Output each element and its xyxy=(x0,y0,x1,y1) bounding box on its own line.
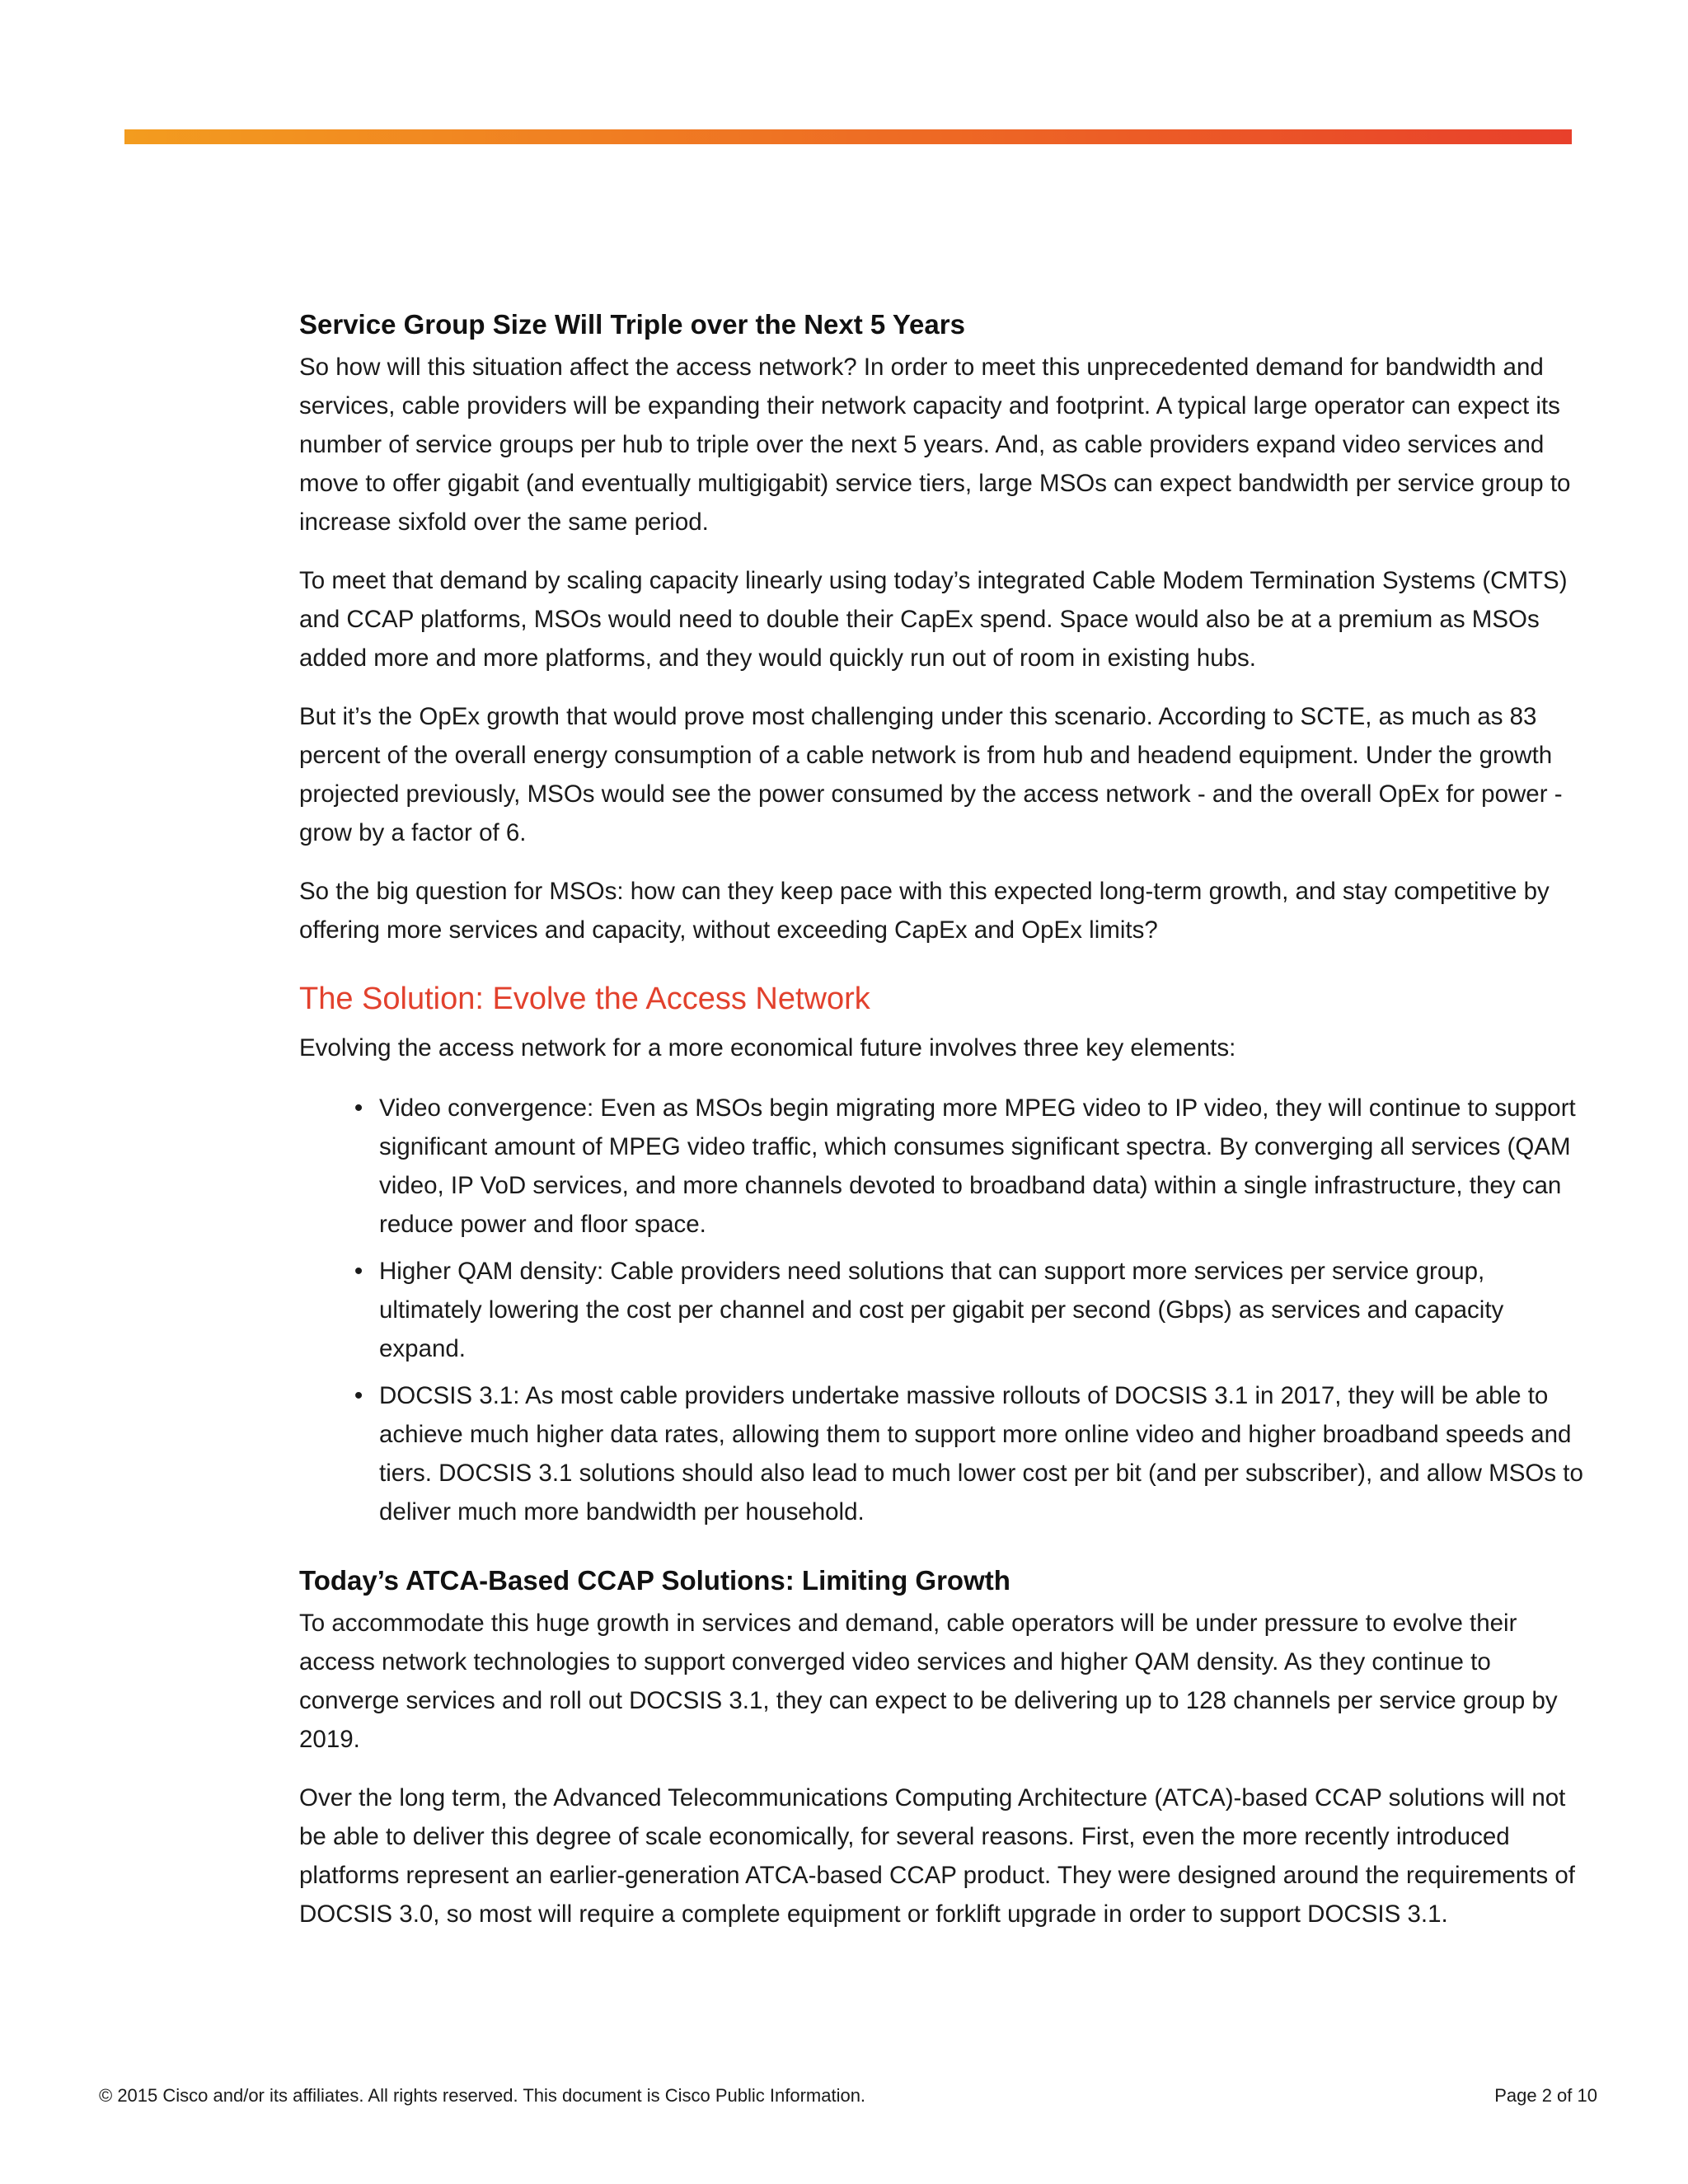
list-item-text: Video convergence: Even as MSOs begin migrating more MPEG video to IP video, they will continue to support significant amount of MPEG video traffic, which consumes significant spectra. By converging all services (QAM video, IP VoD services, and more channels devoted to broadband data) within a single infrastructure, they can reduce power and floor space. xyxy=(379,1094,1576,1238)
list-item xyxy=(299,1252,1585,1368)
section-solution xyxy=(299,977,1585,1531)
document-body xyxy=(299,305,1585,1953)
intro-paragraph: Evolving the access network for a more economical future involves three key elements: xyxy=(299,1034,1236,1062)
list-item-text: DOCSIS 3.1: As most cable providers undertake massive rollouts of DOCSIS 3.1 in 2017, they will be able to achieve much higher data rates, allowing them to support more online video and higher broadband speeds and tiers. DOCSIS 3.1 solutions should also lead to much lower cost per bit (and per subscriber), and allow MSOs to deliver much more bandwidth per household. xyxy=(379,1382,1583,1526)
body-paragraph: To meet that demand by scaling capacity linearly using today’s integrated Cable Modem Termination Systems (CMTS) and CCAP platforms, MSOs would need to double their CapEx spend. Space would also be at a premium as MSOs added more and more platforms, and they would quickly run out of room in existing hubs. xyxy=(299,567,1568,672)
bullet-icon: • xyxy=(354,1382,363,1409)
section-heading: Service Group Size Will Triple over the Next 5 Years xyxy=(299,309,965,340)
key-elements-list xyxy=(299,1089,1585,1531)
list-item-text: Higher QAM density: Cable providers need solutions that can support more services per service group, ultimately lowering the cost per channel and cost per gigabit per second (Gbps) as services and capacity expand. xyxy=(379,1258,1504,1362)
list-item xyxy=(299,1376,1585,1531)
body-paragraph: Over the long term, the Advanced Telecommunications Computing Architecture (ATCA)-based CCAP solutions will not be able to deliver this degree of scale economically, for several reasons. First, even the more recently introduced platforms represent an earlier-generation ATCA-based CCAP product. They were designed around the requirements of DOCSIS 3.0, so most will require a complete equipment or forklift upgrade in order to support DOCSIS 3.1. xyxy=(299,1784,1575,1928)
section-service-group-size xyxy=(299,305,1585,949)
body-paragraph: So the big question for MSOs: how can they keep pace with this expected long-term growth, and stay competitive by offering more services and capacity, without exceeding CapEx and OpEx limits? xyxy=(299,878,1550,944)
body-paragraph: But it’s the OpEx growth that would prove most challenging under this scenario. According to SCTE, as much as 83 percent of the overall energy consumption of a cable network is from hub and headend equipment. Under the growth projected previously, MSOs would see the power consumed by the access network - and the overall OpEx for power - grow by a factor of 6. xyxy=(299,703,1563,846)
copyright-notice: © 2015 Cisco and/or its affiliates. All rights reserved. This document is Cisco Public Information. xyxy=(99,2085,866,2106)
solution-heading: The Solution: Evolve the Access Network xyxy=(299,982,870,1016)
body-paragraph: So how will this situation affect the access network? In order to meet this unprecedented demand for bandwidth and services, cable providers will be expanding their network capacity and footprint. A typical large operator can expect its number of service groups per hub to triple over the next 5 years. And, as cable providers expand video services and move to offer gigabit (and eventually multigigabit) service tiers, large MSOs can expect bandwidth per service group to increase sixfold over the same period. xyxy=(299,354,1571,536)
page-number: Page 2 of 10 xyxy=(1494,2085,1597,2106)
header-accent-bar xyxy=(124,129,1572,144)
bullet-icon: • xyxy=(354,1258,363,1285)
section-atca-ccap xyxy=(299,1561,1585,1933)
section-heading: Today’s ATCA-Based CCAP Solutions: Limiting Growth xyxy=(299,1565,1010,1596)
body-paragraph: To accommodate this huge growth in services and demand, cable operators will be under pressure to evolve their access network technologies to support converged video services and higher QAM density. As they continue to converge services and roll out DOCSIS 3.1, they can expect to be delivering up to 128 channels per service group by 2019. xyxy=(299,1610,1558,1753)
bullet-icon: • xyxy=(354,1094,363,1122)
list-item xyxy=(299,1089,1585,1244)
